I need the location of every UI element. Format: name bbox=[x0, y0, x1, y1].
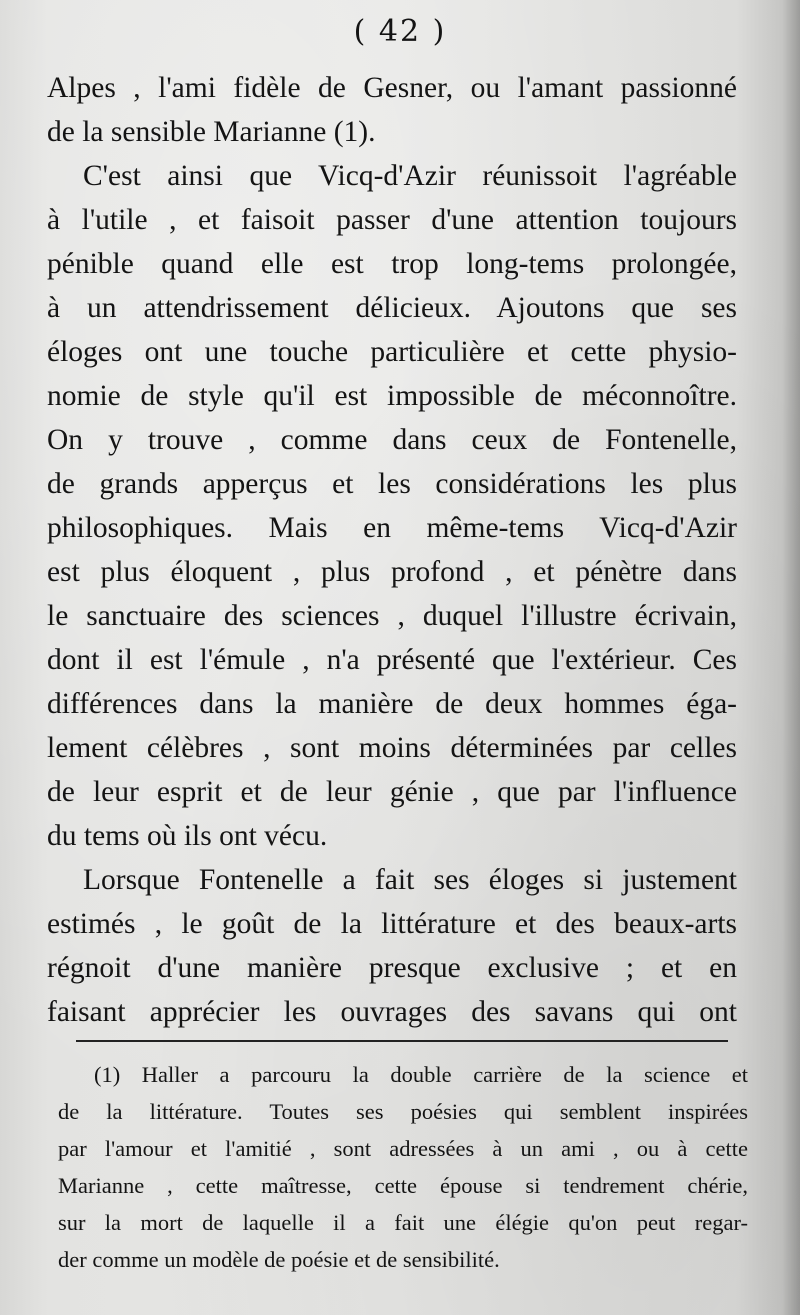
body-line: pénible quand elle est trop long-tems prolongée, bbox=[47, 248, 737, 280]
body-line: faisant apprécier les ouvrages des savans qui ont bbox=[47, 996, 737, 1028]
page-number: ( 42 ) bbox=[353, 14, 447, 49]
body-line: estimés , le goût de la littérature et des beaux-arts bbox=[47, 908, 737, 940]
body-line: régnoit d'une manière presque exclusive ; et en bbox=[47, 952, 737, 984]
body-text bbox=[47, 66, 737, 1034]
body-line: de leur esprit et de leur génie , que par l'influence bbox=[47, 776, 737, 808]
body-line: de grands apperçus et les considérations les plus bbox=[47, 468, 737, 500]
body-line: nomie de style qu'il est impossible de méconnoître. bbox=[47, 380, 737, 412]
body-line: C'est ainsi que Vicq-d'Azir réunissoit l'agréable bbox=[83, 160, 737, 192]
body-line: le sanctuaire des sciences , duquel l'illustre écrivain, bbox=[47, 600, 737, 632]
body-line: est plus éloquent , plus profond , et pénètre dans bbox=[47, 556, 737, 588]
footnote-line: sur la mort de laquelle il a fait une élégie qu'on peut regar- bbox=[58, 1210, 748, 1235]
footnote-line: de la littérature. Toutes ses poésies qui semblent inspirées bbox=[58, 1099, 748, 1124]
body-line: à l'utile , et faisoit passer d'une attention toujours bbox=[47, 204, 737, 236]
footnote bbox=[58, 1056, 748, 1278]
footnote-line: par l'amour et l'amitié , sont adressées à un ami , ou à cette bbox=[58, 1136, 748, 1161]
footnote-line: der comme un modèle de poésie et de sensibilité. bbox=[58, 1247, 500, 1272]
body-line: dont il est l'émule , n'a présenté que l'extérieur. Ces bbox=[47, 644, 737, 676]
body-line: Lorsque Fontenelle a fait ses éloges si justement bbox=[83, 864, 737, 896]
body-line: de la sensible Marianne (1). bbox=[47, 116, 376, 148]
body-line: philosophiques. Mais en même-tems Vicq-d'Azir bbox=[47, 512, 737, 544]
body-line: différences dans la manière de deux hommes éga- bbox=[47, 688, 737, 720]
body-line: lement célèbres , sont moins déterminées par celles bbox=[47, 732, 737, 764]
body-line: à un attendrissement délicieux. Ajoutons que ses bbox=[47, 292, 737, 324]
body-line: On y trouve , comme dans ceux de Fontenelle, bbox=[47, 424, 737, 456]
body-line: du tems où ils ont vécu. bbox=[47, 820, 328, 852]
footnote-line: Marianne , cette maîtresse, cette épouse si tendrement chérie, bbox=[58, 1173, 748, 1198]
footnote-line: (1) Haller a parcouru la double carrière de la science et bbox=[94, 1062, 748, 1087]
footnote-divider bbox=[76, 1040, 728, 1042]
page-edge-shadow bbox=[782, 0, 800, 1315]
body-line: éloges ont une touche particulière et cette physio- bbox=[47, 336, 737, 368]
body-line: Alpes , l'ami fidèle de Gesner, ou l'amant passionné bbox=[47, 72, 737, 104]
